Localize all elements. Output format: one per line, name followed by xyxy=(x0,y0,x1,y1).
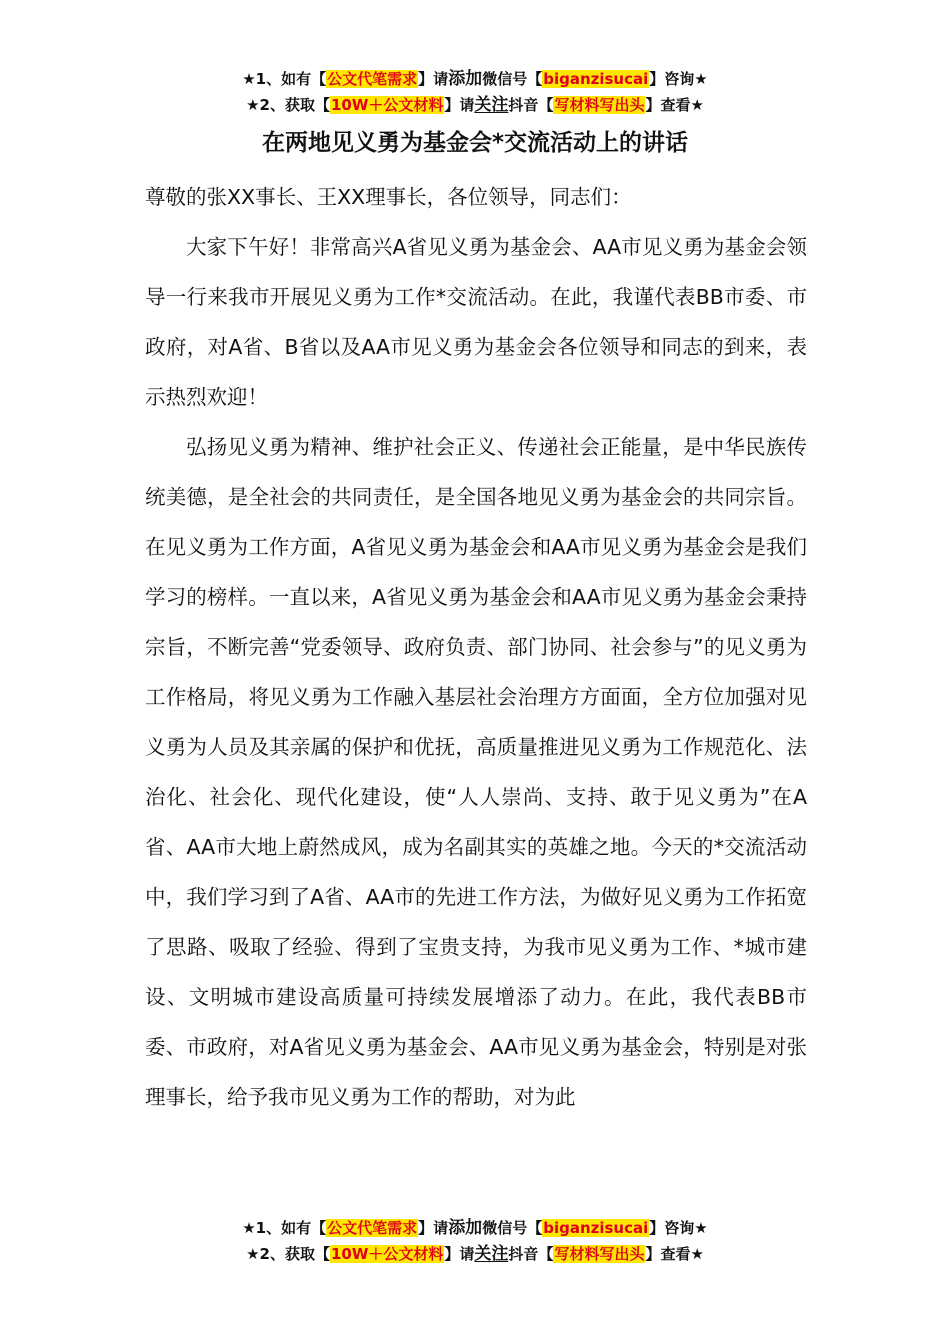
salutation: 尊敬的张XX事长、王XX理事长，各位领导，同志们： xyxy=(145,185,632,209)
bracket: 【 xyxy=(527,70,543,88)
banner-text: 抖音 xyxy=(508,1245,539,1263)
highlight-wechat-id: biganzisucai xyxy=(543,1219,649,1237)
bracket: 【 xyxy=(538,1245,554,1263)
footer-banner xyxy=(0,1215,950,1267)
banner-emphasis: 添加 xyxy=(448,69,483,89)
banner-text: 查看★ xyxy=(660,1245,704,1263)
banner-text: 微信号 xyxy=(482,70,528,88)
bracket: 】 xyxy=(645,96,661,114)
banner-text: 咨询★ xyxy=(664,70,708,88)
highlight-wechat-id: biganzisucai xyxy=(543,70,649,88)
banner-text: 请 xyxy=(459,96,475,114)
banner-text: ★2、获取 xyxy=(246,1245,315,1263)
bracket: 】 xyxy=(418,1219,434,1237)
bracket: 【 xyxy=(311,1219,327,1237)
banner-text: 微信号 xyxy=(482,1219,528,1237)
bracket: 】 xyxy=(645,1245,661,1263)
bracket: 】 xyxy=(649,70,665,88)
bracket: 【 xyxy=(311,70,327,88)
banner-text: 请 xyxy=(433,70,449,88)
banner-text: ★2、获取 xyxy=(246,96,315,114)
bracket: 】 xyxy=(444,1245,460,1263)
highlight-douyin-account: 写材料写出头 xyxy=(554,96,645,114)
bracket: 【 xyxy=(527,1219,543,1237)
banner-emphasis: 关注 xyxy=(474,1244,509,1264)
bracket: 【 xyxy=(314,96,330,114)
header-banner xyxy=(0,66,950,118)
highlight-materials: 10W＋公文材料 xyxy=(330,96,444,114)
banner-text: ★1、如有 xyxy=(242,70,312,88)
document-title: 在两地见义勇为基金会*交流活动上的讲话 xyxy=(261,130,689,156)
bracket: 】 xyxy=(418,70,434,88)
banner-text: 查看★ xyxy=(660,96,704,114)
banner-text: 请 xyxy=(459,1245,475,1263)
highlight-materials: 10W＋公文材料 xyxy=(330,1245,444,1263)
paragraph-2: 弘扬见义勇为精神、维护社会正义、传递社会正能量，是中华民族传统美德，是全社会的共同责任，是全国各地见义勇为基金会的共同宗旨。在见义勇为工作方面，A省见义勇为基金会和AA市见义勇为基金会是我们学习的榜样。一直以来，A省见义勇为基金会和AA市见义勇为基金会秉持宗旨，不断完善“党委领导、政府负责、部门协同、社会参与”的见义勇为工作格局，将见义勇为工作融入基层社会治理方方面面，全方位加强对见义勇为人员及其亲属的保护和优抚，高质量推进见义勇为工作规范化、法治化、社会化、现代化建设，使“人人崇尚、支持、敢于见义勇为”在A省、AA市大地上蔚然成风，成为名副其实的英雄之地。今天的*交流活动中，我们学习到了A省、AA市的先进工作方法，为做好见义勇为工作拓宽了思路、吸取了经验、得到了宝贵支持，为我市见义勇为工作、*城市建设、文明城市建设高质量可持续发展增添了动力。在此，我代表BB市委、市政府，对A省见义勇为基金会、AA市见义勇为基金会，特别是对张理事长，给予我市见义勇为工作的帮助，对为此 xyxy=(145,435,807,1109)
banner-text: 请 xyxy=(433,1219,449,1237)
banner-line-1 xyxy=(0,66,950,92)
bracket: 【 xyxy=(538,96,554,114)
highlight-service: 公文代笔需求 xyxy=(327,70,418,88)
banner-text: 咨询★ xyxy=(664,1219,708,1237)
banner-emphasis: 关注 xyxy=(474,95,509,115)
banner-emphasis: 添加 xyxy=(448,1218,483,1238)
bracket: 】 xyxy=(444,96,460,114)
banner-line-1 xyxy=(0,1215,950,1241)
bracket: 】 xyxy=(649,1219,665,1237)
banner-line-2 xyxy=(0,1241,950,1267)
banner-text: ★1、如有 xyxy=(242,1219,312,1237)
highlight-service: 公文代笔需求 xyxy=(327,1219,418,1237)
paragraph-1: 大家下午好！非常高兴A省见义勇为基金会、AA市见义勇为基金会领导一行来我市开展见义勇为工作*交流活动。在此，我谨代表BB市委、市政府，对A省、B省以及AA市见义勇为基金会各位领导和同志的到来，表示热烈欢迎！ xyxy=(145,235,807,409)
highlight-douyin-account: 写材料写出头 xyxy=(554,1245,645,1263)
document-body xyxy=(145,172,807,1122)
bracket: 【 xyxy=(314,1245,330,1263)
banner-line-2 xyxy=(0,92,950,118)
banner-text: 抖音 xyxy=(508,96,539,114)
